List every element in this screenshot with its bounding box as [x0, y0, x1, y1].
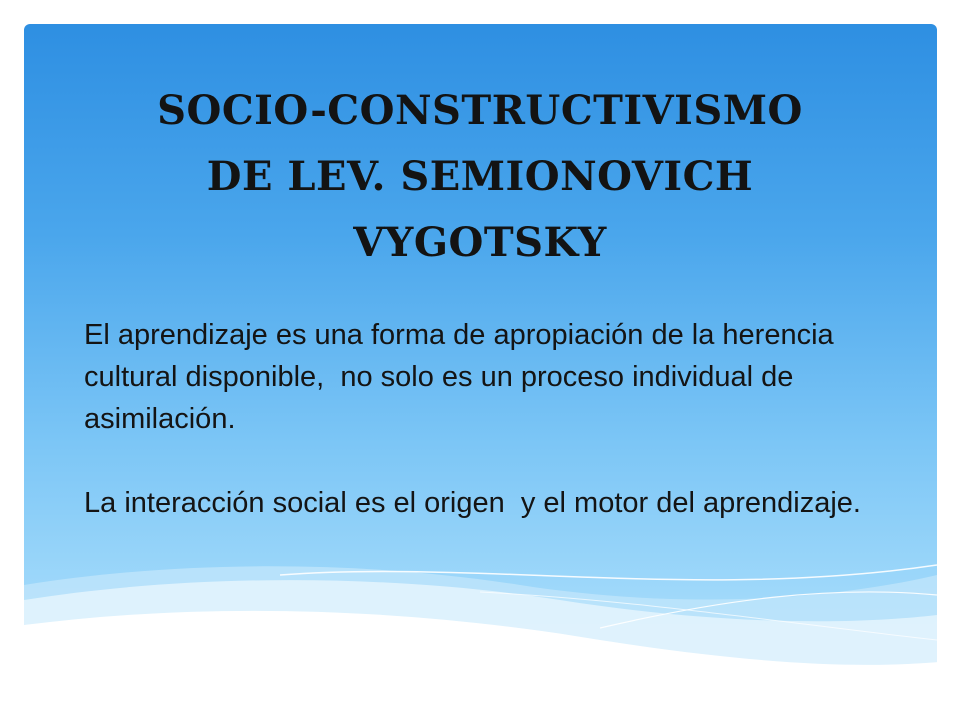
paragraph-1: El aprendizaje es una forma de apropiación de la herencia cultural disponible, no solo es un proceso individual de asimilación. — [84, 319, 842, 435]
title-line-3: VYGOTSKY — [353, 219, 607, 266]
title-line-1: SOCIO-CONSTRUCTIVISMO — [157, 87, 803, 134]
slide-title — [60, 78, 900, 276]
slide-body — [84, 314, 884, 524]
title-line-2: DE LEV. SEMIONOVICH — [206, 153, 754, 200]
paragraph-2: La interacción social es el origen y el motor del aprendizaje. — [84, 487, 861, 519]
